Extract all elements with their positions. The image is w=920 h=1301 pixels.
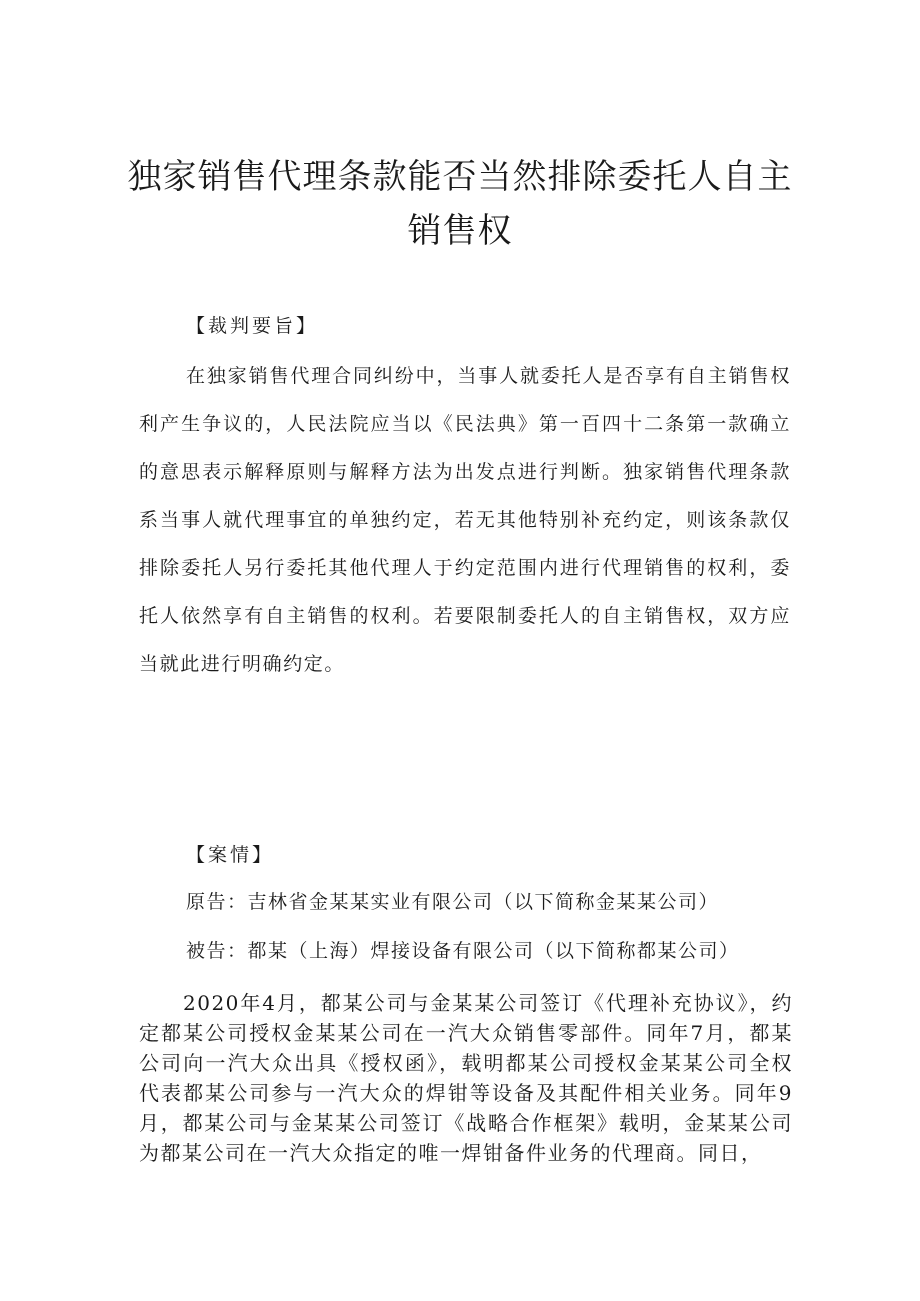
plaintiff-line: 原告：吉林省金某某实业有限公司（以下简称金某某公司） [186,891,720,913]
facts-paragraph: 2020年4月，都某公司与金某某公司签订《代理补充协议》，约定都某公司授权金某某公司在一汽大众销售零部件。同年7月，都某公司向一汽大众出具《授权函》，载明都某公司授权金某某公司全权代表都某公司参与一汽大众的焊钳等设备及其配件相关业务。同年9月，都某公司与金某某公司签订《战略合作框架》载明，金某某公司为都某公司在一汽大众指定的唯一焊钳备件业务的代理商。同日， [139,991,793,1165]
case-heading: 【案情】 [186,844,275,866]
document-title: 独家销售代理条款能否当然排除委托人自主销售权 [127,157,793,251]
gist-heading: 【裁判要旨】 [186,315,319,337]
gist-paragraph: 在独家销售代理合同纠纷中，当事人就委托人是否享有自主销售权利产生争议的，人民法院应当以《民法典》第一百四十二条第一款确立的意思表示解释原则与解释方法为出发点进行判断。独家销售代理条款系当事人就代理事宜的单独约定，若无其他特别补充约定，则该条款仅排除委托人另行委托其他代理人于约定范围内进行代理销售的权利，委托人依然享有自主销售的权利。若要限制委托人的自主销售权，双方应当就此进行明确约定。 [139,365,791,675]
defendant-line: 被告：都某（上海）焊接设备有限公司（以下简称都某公司） [186,940,740,962]
